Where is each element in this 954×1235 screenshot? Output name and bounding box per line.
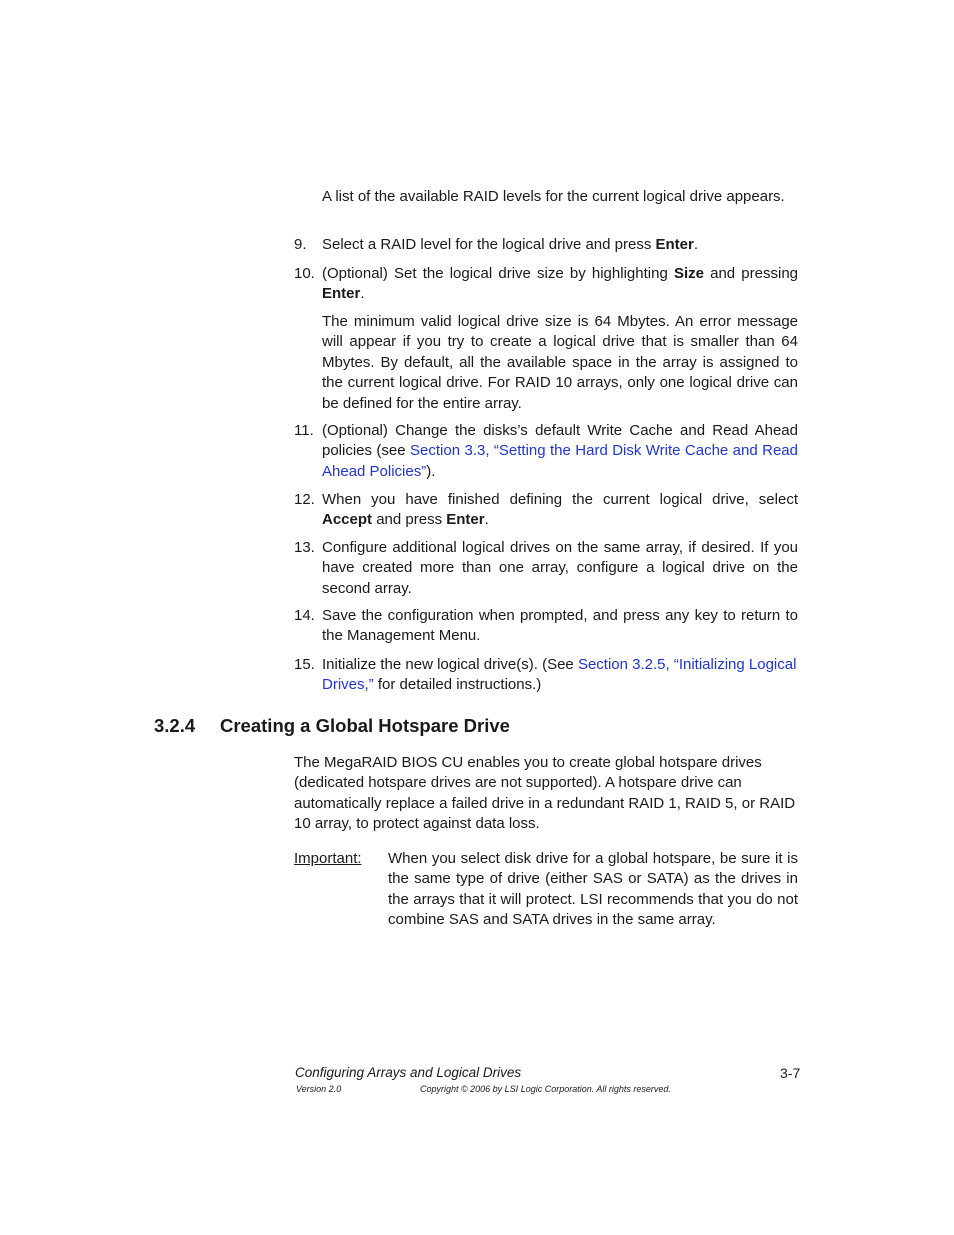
step-11-text (322, 421, 798, 482)
step-10-note: The minimum valid logical drive size is 64 Mbytes. An error message will appear if you try to create a logical drive that is smaller than 64 Mbytes. By default, all the available space in the array is assigned to the current logical drive. For RAID 10 arrays, only one logical drive can be defined for the entire array. (322, 313, 798, 412)
text-run: for detailed instructions.) (373, 676, 542, 694)
important-label: Important: (294, 850, 362, 867)
section-number: 3.2.4 (154, 715, 196, 736)
step-12-text (322, 490, 798, 531)
step-number: 12. (294, 491, 315, 508)
step-number: 11. (294, 422, 314, 439)
bold-keyword: Accept (322, 511, 373, 529)
step-10-text (322, 264, 798, 305)
step-13-text (322, 538, 798, 599)
step-number: 13. (294, 539, 315, 556)
section-title: Creating a Global Hotspare Drive (220, 715, 510, 736)
text-run: When you have finished defining the current logical drive, select (322, 491, 798, 508)
text-run: . (360, 285, 365, 303)
bold-keyword: Size (673, 265, 704, 282)
section-paragraph: The MegaRAID BIOS CU enables you to create global hotspare drives (dedicated hotspare drives are not supported). A hotspare drive can automatically replace a failed drive in a redundant RAID 1, RAID 5, or RAID 10 array, to protect against data loss. (294, 754, 796, 833)
bold-keyword: Enter (655, 236, 694, 253)
important-text: When you select disk drive for a global hotspare, be sure it is the same type of drive (either SAS or SATA) as the drives in the arrays that it will protect. LSI recommends that you do not combine SAS and SATA drives in the same array. (388, 850, 798, 929)
cross-reference-link[interactable]: Section 3.3, “Setting the Hard Disk Write Cache and Read Ahead Policies” (322, 442, 798, 480)
step-14-text (322, 606, 798, 647)
text-run: . (484, 511, 489, 529)
text-run: Configure additional logical drives on the same array, if desired. If you have created more than one array, configure a logical drive on the second array. (322, 539, 798, 597)
page-number: 3-7 (780, 1065, 801, 1081)
bold-keyword: Enter (446, 511, 485, 529)
step-number: 14. (294, 607, 315, 624)
text-run: ). (426, 462, 436, 480)
text-run: and pressing (703, 265, 799, 282)
footer-version: Version 2.0 (296, 1084, 342, 1094)
step-number: 10. (294, 265, 315, 282)
step-9-text (322, 235, 798, 255)
text-run: Initialize the new logical drive(s). (See (322, 656, 578, 673)
footer-title: Configuring Arrays and Logical Drives (295, 1065, 522, 1080)
step-number: 15. (294, 656, 315, 673)
step-number: 9. (294, 236, 307, 253)
footer-copyright: Copyright © 2006 by LSI Logic Corporation. All rights reserved. (420, 1084, 671, 1094)
text-run: Select a RAID level for the logical drive and press (322, 236, 656, 253)
text-run: (Optional) Set the logical drive size by highlighting (322, 265, 674, 282)
text-run: . (693, 236, 699, 253)
step-15-text (322, 655, 798, 696)
intro-paragraph: A list of the available RAID levels for the current logical drive appears. (322, 188, 785, 205)
cross-reference-link[interactable]: Section 3.2.5, “Initializing Logical Drives,” (322, 656, 797, 694)
bold-keyword: Enter (322, 285, 361, 303)
text-run: (Optional) Change the disks’s default Write Cache and Read Ahead policies (see (322, 422, 798, 460)
text-run: Save the configuration when prompted, and press any key to return to the Management Menu. (322, 607, 798, 645)
text-run: and press (372, 511, 447, 529)
